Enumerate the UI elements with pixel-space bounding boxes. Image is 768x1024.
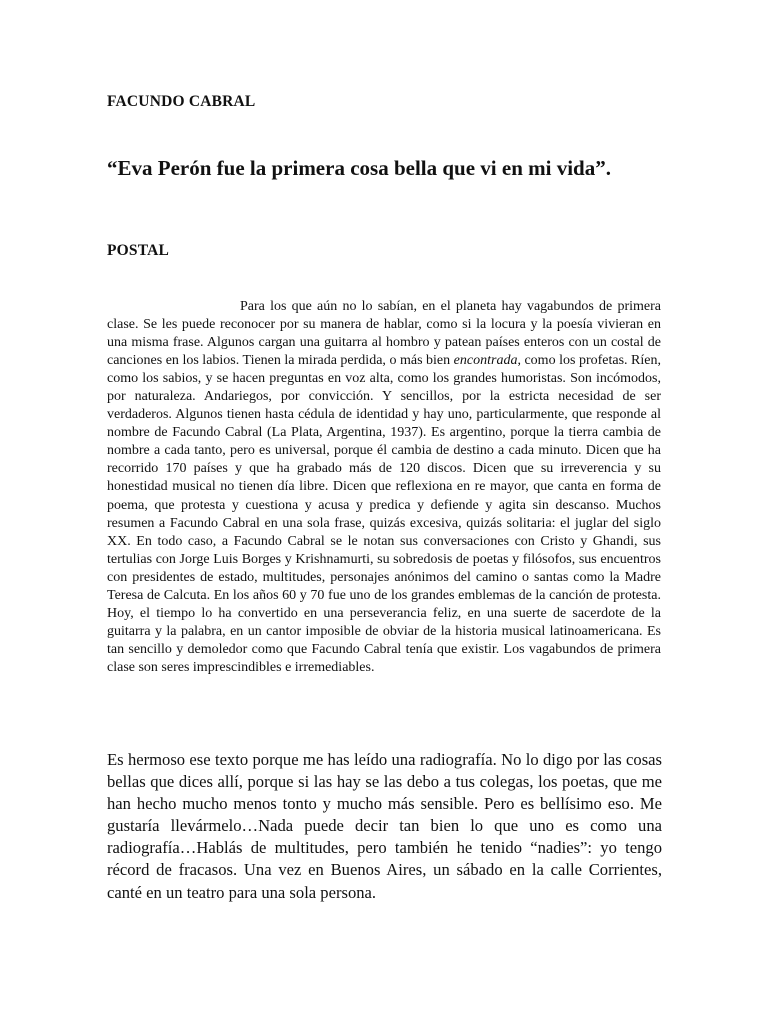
postal-paragraph xyxy=(107,298,661,677)
postal-text-part2: , como los profetas. Ríen, como los sabios, y se hacen preguntas en voz alta, como los grandes humoristas. Son incómodos, por naturaleza. Andariegos, por convicción. Y sencillos, por la estricta necesidad de ser verdaderos. Algunos tienen hasta cédula de identidad y hay uno, particularmente, que responde al nombre de Facundo Cabral (La Plata, Argentina, 1937). Es argentino, porque la tierra cambia de nombre a cada tanto, pero es universal, porque él cambia de destino a cada minuto. Dicen que ha recorrido 170 países y que ha grabado más de 120 discos. Dicen que su irreverencia y su honestidad musical no tienen día libre. Dicen que reflexiona en re mayor, que canta en forma de poema, que protesta y cuestiona y acusa y predica y defiende y agita sin descanso. Muchos resumen a Facundo Cabral en una sola frase, quizás excesiva, quizás solitaria: el juglar del siglo XX. En todo caso, a Facundo Cabral se le notan sus conversaciones con Cristo y Ghandi, sus tertulias con Jorge Luis Borges y Krishnamurti, su sobredosis de poetas y filósofos, sus encuentros con presidentes de estado, multitudes, personajes anónimos del camino o santas como la Madre Teresa de Calcuta. En los años 60 y 70 fue uno de los grandes emblemas de la canción de protesta. Hoy, el tiempo lo ha convertido en una perseverancia feliz, en una suerte de sacerdote de la guitarra y la palabra, en un cantor imposible de obviar de la historia musical latinoamericana. Es tan sencillo y demoledor como que Facundo Cabral tenía que existir. Los vagabundos de primera clase son seres imprescindibles e irremediables. xyxy=(107,353,661,675)
postal-emphasis: encontrada xyxy=(453,353,518,369)
reply-paragraph: Es hermoso ese texto porque me has leído una radiografía. No lo digo por las cosas bellas que dices allí, porque si las hay se las debo a tus colegas, los poetas, que me han hecho mucho menos tonto y mucho más sensible. Pero es bellísimo eso. Me gustaría llevármelo…Nada puede decir tan bien lo que uno es como una radiografía…Hablás de multitudes, pero también he tenido “nadies”: yo tengo récord de fracasos. Una vez en Buenos Aires, un sábado en la calle Corrientes, canté en un teatro para una sola persona. xyxy=(107,750,662,902)
author-heading: FACUNDO CABRAL xyxy=(107,93,256,110)
section-title: POSTAL xyxy=(107,242,170,259)
quote-heading: “Eva Perón fue la primera cosa bella que vi en mi vida”. xyxy=(107,156,611,180)
postal-text-part1: Para los que aún no lo sabían, en el planeta hay vagabundos de primera clase. Se les puede reconocer por su manera de hablar, como si la locura y la poesía vivieran en una misma frase. Algunos cargan una guitarra al hombro y patean países enteros con un costal de canciones en los labios. Tienen la mirada perdida, o más bien xyxy=(107,299,661,369)
